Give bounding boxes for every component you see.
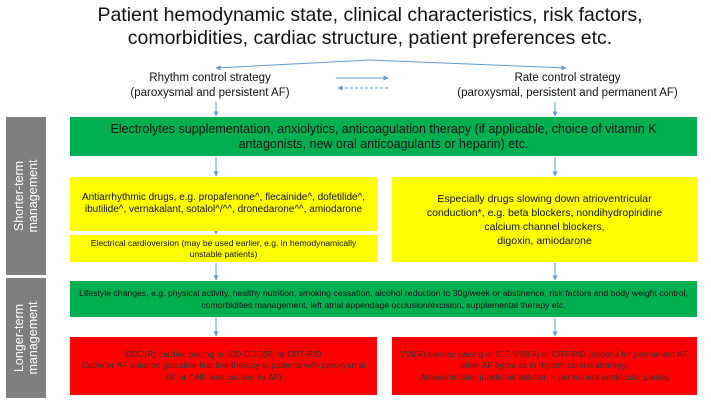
arrow-to-rhythm xyxy=(216,60,370,68)
diagram-title: Patient hemodynamic state, clinical characteristics, risk factors, comorbidities, cardiac structure, patient preferences etc. xyxy=(97,4,643,49)
shorter-term-line2: management xyxy=(26,159,40,233)
rate-drugs-line2: conduction*, e.g. beta blockers, nondihydropiridine xyxy=(426,206,663,219)
longer-term-label xyxy=(6,278,46,398)
red-right-line2: Atrioventricular junctional ablation + permanent ventricular pacing xyxy=(419,371,670,382)
rate-drugs-line1: Especially drugs slowing down atrioventricular xyxy=(437,192,652,205)
arrow-to-rate xyxy=(370,60,566,68)
lifestyle-text: Lifestyle changes, e.g. physical activity, healthy nutrition, smoking cessation, alcohol reduction to 30g/week or abstinence, risk factors and body weight control, comorbidities management, left atrial appendage occlusion/excision, supplemental therapy etc. xyxy=(79,288,688,310)
rate-strategy-title: Rate control strategy xyxy=(514,72,621,84)
shorter-term-label xyxy=(6,117,46,275)
red-left-line2: Catheter AF ablation (possible first line therapy in patients with paroxysmal AF or if HF was caused by AF) xyxy=(81,360,366,382)
electrolytes-box xyxy=(70,117,697,156)
rhythm-strategy-title: Rhythm control strategy xyxy=(149,72,271,84)
shorter-term-line1: Shorter-term xyxy=(12,160,26,232)
rate-longer-term-box xyxy=(392,337,697,395)
electrolytes-text: Electrolytes supplementation, anxiolytics, anticoagulation therapy (if applicable, choice of vitamin K antagonists, new oral anticoagulants or heparin) etc. xyxy=(110,121,657,151)
rate-drugs-line4: digoxin, amiodarone xyxy=(497,234,592,247)
electrical-cardioversion-box xyxy=(70,235,377,262)
cardioversion-text: Electrical cardioversion (may be used earlier, e.g. in hemodynamically unstable patients) xyxy=(90,237,357,259)
red-right-line1: VVI(R) cardiac pacing or ICD-VVI(R) or CRT-P/D (options for permanent AF, other AF types as in rhythm control strategy) xyxy=(399,348,690,371)
longer-term-line2: management xyxy=(26,301,40,375)
rhythm-longer-term-box xyxy=(70,337,377,395)
antiarrhythmic-drugs-box xyxy=(70,177,377,231)
longer-term-line1: Longer-term xyxy=(12,303,26,373)
rate-strategy-scope: (paroxysmal, persistent and permanent AF) xyxy=(457,87,678,99)
red-left-line1: DDD(R) cardiac pacing or ICD-DDD(R) or CRT-P/D xyxy=(125,348,322,359)
rate-control-strategy xyxy=(440,71,695,101)
lifestyle-changes-box xyxy=(70,281,697,317)
rate-control-drugs-box xyxy=(392,177,697,262)
rhythm-strategy-scope: (paroxysmal and persistent AF) xyxy=(130,87,290,99)
rate-drugs-line3: calcium channel blockers, xyxy=(484,220,605,233)
antiarrhythmic-text: Antiarrhythmic drugs, e.g. propafenone^, flecainide^, dofetilide^, ibutilide^, vernakalant, sotalol^/^^, dronedarone^^, amiodarone xyxy=(81,191,366,215)
rhythm-control-strategy xyxy=(105,71,315,101)
